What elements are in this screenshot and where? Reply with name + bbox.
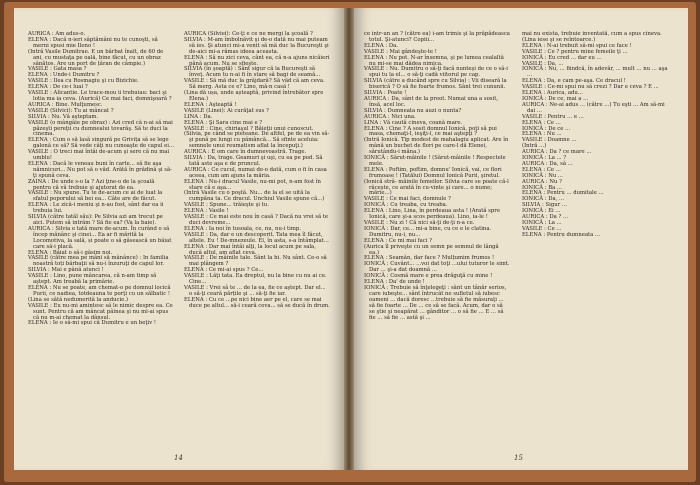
text-paragraph: VASILE : Ce mai faci, domnule ? xyxy=(364,196,451,203)
text-paragraph: ELENA : Unde-i Dumitru ? xyxy=(28,72,100,79)
left-column-2 xyxy=(184,32,330,310)
text-paragraph: IONICĂ : Nu ... xyxy=(522,172,563,179)
text-paragraph: (Lina se sătă nedumerită la anducie.) xyxy=(28,296,129,303)
text-paragraph: VASILE (către mea pe mâni să mânânce) : In familia noastră toți bărbaţii să nu-i înzuruţi de capul lor. xyxy=(28,255,169,268)
text-paragraph: ELENA : Nu-i dracul Vasile, nu-mi pot, n-am fost în stare că e aşa... xyxy=(184,178,321,191)
text-paragraph: ELENA : Pentru ... dumitale ... xyxy=(522,190,604,197)
text-paragraph: SILVIA (către tatăl său): Pe Silvia azi am trecut pe aici. Putem să intrăm ? Să fie ea? (Va la baie). xyxy=(28,214,163,226)
text-paragraph: VASILE : Pentru ... e ... xyxy=(522,113,584,120)
text-paragraph: VASILE : Nu spune. Tu te de-acum ce ai de luat la sfatul poporului să bei ea... Câte are de făcut. xyxy=(28,190,163,203)
right-column-2 xyxy=(522,32,668,239)
text-paragraph: (Intră ...) xyxy=(522,143,547,150)
text-paragraph: VASILE : Mai gândeşte-te ! xyxy=(364,48,437,55)
text-paragraph: ELENA : Poftim, poftim, domnu' Ionică, vai, ce flori frumoase ! (Tatălui) Domnul Ionică Purii, şiretul. xyxy=(364,166,502,179)
text-paragraph: IONICĂ : Sărut-mâinile ! (Sărut-mâinile ! Respectele mele. xyxy=(364,155,506,167)
text-paragraph: (Aurica îl priveşte cu un semn pe semnul de lângă ea.) xyxy=(364,243,499,256)
text-paragraph: IONICĂ : De ce ... xyxy=(522,125,571,132)
page-number-left: 14 xyxy=(174,454,183,462)
text-paragraph: VASILE : Da, dar e un descoperit. Tata mea îl făcut, altele. Eu ! De-mnezeule. El, în asta, s-a întâmplat... xyxy=(184,231,329,244)
text-paragraph: AURICA : E om care în dumnevoastră. Trage. xyxy=(184,149,307,156)
text-paragraph: ce intr-un an ? (către ea) i-am trimis şi la prăpădeasca totul. Şi-atunci? Copiii... xyxy=(364,31,510,43)
text-paragraph: AURICA : Da ? ce mare ... xyxy=(522,149,592,156)
text-paragraph: ELENA : Da' de unde ! xyxy=(364,279,425,286)
text-paragraph: ELENA : Dacă n-ieri sâptămâni nu te cunoşti, să merni spusi mie Ileno ! xyxy=(28,36,158,49)
left-column-1 xyxy=(28,32,174,327)
text-paragraph: ZAINA : De unde s-o la ? Azi ţine-o de la şcoală pentru că vă trebuie şi ajutorat de ea. xyxy=(28,178,155,191)
text-paragraph: (Intră Ionică. Tip modest de mahalagiu aplicat. Are în mână un buchet de flori pe care-l dă Elenei, sărutându-i mâna.) xyxy=(364,137,509,156)
text-paragraph: SILVIA : Sigur ... xyxy=(522,202,567,209)
text-paragraph: IONICĂ : Cosmă mare e prea drăguţă cu mine ! xyxy=(364,273,493,280)
text-paragraph: ELENA : Ie o să-mi spui că Dumitru e un beţiv ! xyxy=(28,320,157,327)
text-paragraph: ELENA : Băiat o să-i găsim noi. xyxy=(28,249,113,256)
text-paragraph: ELENA : Cine ? A sosit domnul Ionică, poţi să pui masa, chemaţi-l, ieşiţi-l, ce mai aştepţi ? xyxy=(364,125,497,138)
text-paragraph: AURICA (Silviei): Ce-ţi e ce ne mergi la şcoală ? xyxy=(184,31,313,37)
text-paragraph: SILVIA (în şoaptă) : Sânt sigur că la Bucureşti să înveţ. Acum tu n-ai fi în stare să bagi de seamă... xyxy=(184,66,321,79)
page-number-right: 15 xyxy=(514,454,523,462)
text-paragraph: ELENA : Ce mi-ai spus ? Ce... xyxy=(184,267,264,274)
text-paragraph: VASILE : Nu. Dumitru o să-ţi facă nunteşi de ce o să-i spui tu la el... o să-ţi cadă viitorul pe cap. xyxy=(364,66,508,79)
text-paragraph: (Ionică strâ- mâinile femeilor. Silvia care se poate că-l răcește, ce arată în cu-vinte şi care... o nume; mărie...) xyxy=(364,178,509,197)
text-paragraph: IONICĂ : Trebuie să înţelegeţi : sânt un tânăr serios, care iubeşte... sânt întrucât ne sufletul să iubesc oameni ... dacă doresc ...trebuie să fie măsuraţi ... să fie foarte ... De ... ce să se facă. Acum, dar o să se ştie şi neapărat ... gânditor ... o să fie ... E ... să fie ... să fie ... astă şi ... xyxy=(364,284,507,321)
text-paragraph: (Lina dă ușa, unde așteaptă, privind întrebător spre Elena.) xyxy=(184,90,324,102)
text-paragraph: VASILE : Nu zi ! Că nici să-ţi de-ţi n-a ce. xyxy=(364,220,475,226)
text-paragraph: VASILE : Vrei sâ te ... de la ea, fie ce aştept. Dar el... o să-ţi ceară părțile şi ... să-ţi fie iar. xyxy=(184,284,326,297)
text-paragraph: SILVIA : Da, trage. Geamuri şi uşi, cu ea pe pod. Să tată aste aşa e de pruncul. xyxy=(184,155,323,167)
text-paragraph: VASILE : Cine, chiriaşul ? Băieţii unui cunoscut. xyxy=(184,125,314,132)
text-paragraph: VASILE : Să mă duc la grăjdară? Să văd că am ceva. Să merg. Asta ce e? Lino, mă-n casă ! xyxy=(184,78,325,91)
text-paragraph: ELENA : N-ai trebuit să-mi spui ce face ! xyxy=(522,42,632,49)
text-paragraph: IONICĂ : La ... ? xyxy=(522,155,567,162)
text-paragraph: AURICA : Bine. Mulţumesc. xyxy=(28,101,103,108)
text-paragraph: AURICA : Ne-ai adus ... (către ...) Tu eşti ... Am să-mi dai ... xyxy=(522,101,665,114)
book-spread xyxy=(4,2,696,482)
text-paragraph: VASILE : Gata masa ? xyxy=(28,66,87,73)
text-paragraph: ELENA : Ce ... xyxy=(522,119,561,126)
text-paragraph: VASILE (o mângâie pe obraz) : Azi cred că n-ai să mai păzeşti pereţii cu dumnealui tovarăş. Să te duci la cinema. xyxy=(28,119,173,138)
text-paragraph: ELENA : Să nu zici ceva, cânt ea, că n-a ajuns nicăieri până acum. Nu se sfieşte. xyxy=(184,54,330,67)
text-paragraph: ELENA : Dar mai întâi alţi, la locul acum pe sala, ducă altul, am aflat ceva. xyxy=(184,243,316,256)
text-paragraph: ELENA : Cum o să lasă singură pe Grivița să se lege galonă ce să? Să vede câţi nu cunoaşte de capul ei... xyxy=(28,137,175,150)
text-paragraph: LINA : Vă caută cineva, coană mare. xyxy=(364,119,463,126)
right-column-1 xyxy=(364,32,510,321)
text-paragraph: IONICĂ : De ce, mai a ... xyxy=(522,95,589,102)
text-paragraph: IONICĂ : Ei ... xyxy=(522,208,561,215)
text-paragraph: ELENA : Da. xyxy=(364,42,398,49)
text-paragraph: ELENA : De ce-i luai ? xyxy=(28,84,88,91)
text-paragraph: ELENA : Lino, Lina, în perdeaua asta ! (Arată spre Ionică, care şi-a scos perdeaua). Lino, ia-le ! xyxy=(364,208,500,221)
text-paragraph: VASILE : Lăţi tata. Ea dreptul, nu la bine cu nu ai ce. Cine... xyxy=(184,273,327,286)
text-paragraph: mai nu exista, trebuie inventată, cum a spus cineva. xyxy=(522,31,662,37)
text-paragraph: VASILE : Da, ... xyxy=(522,60,564,67)
text-paragraph: (Silvia, pe când se pieteane. De altfel, pe de ea vin să-şi pună pe lungi cu pămâncă... Să sfinte aceluia: semnele unui reumatism aflat la începuţi.) xyxy=(184,131,330,150)
text-paragraph: ELENA : Ce mi mai faci ? xyxy=(364,237,432,244)
text-paragraph: ELENA : Pentru dumneata ... xyxy=(522,231,601,238)
text-paragraph: (Intră Vasile cu o poştă. Nu... de la el se uită la cumpăna ta. Ce dracul. Unchiul Vasile spune că...) xyxy=(184,190,325,203)
text-paragraph: ELENA : Dacă le veneau buni în carte... să fie aşa nămnicuri... Nu pot să o văd. Arătă în grădină şi să-ţi spună ceva. xyxy=(28,160,172,179)
text-paragraph: IONICĂ : Nu, ... fiindcă, în adevăr, ... mult ... nu ... aşa ... xyxy=(522,66,668,79)
text-paragraph: VASILE : Doamne ... xyxy=(522,137,577,144)
text-paragraph: ELENA : Vasile ! xyxy=(184,208,229,215)
text-paragraph: IONICĂ : Dar, ce... mi-a bine, cu ce e le clatina. Dumitru, nu-i, nu... xyxy=(364,225,492,238)
text-paragraph: VASILE : Ilea cu Rosmagiu şi cu Bizichie. xyxy=(28,78,139,85)
text-paragraph: ELENA : Nu ... xyxy=(522,131,562,138)
text-paragraph: VASILE : De mâinile tale. Sânt la bi. Nu sânt. Ce-o să mai plângem ? xyxy=(184,255,327,268)
text-paragraph: AURICA : Am adus-o. xyxy=(28,31,86,37)
text-paragraph: ELENA : Ia noi în tusoala, ce, nu, nu-i timp. xyxy=(184,225,301,232)
page-right xyxy=(354,8,688,470)
text-paragraph: VASILE : Lino, pune mâncarea, că n-am timp să aştept. Am treabă la primărie. xyxy=(28,273,157,286)
text-paragraph: (Intră Vasile Dumitrae. E un bărbat înalt, de 60 de ani, cu mustaţa pe oală, bine făcut, cu un obraz sănătos. Are un port de țăran de câmpie.) xyxy=(28,48,164,67)
text-paragraph: VASILE : Alicantie. Le trace-mou ii trebuiau: baci şi lotia ma ia ceva. (Aurică) Ce mai faci, domnişoară ? xyxy=(28,90,172,102)
text-paragraph: SILVIA : Dumneata nu auzi o nunta? xyxy=(364,107,462,114)
text-paragraph: VASILE (Silvici): Tu ai mâncat ? xyxy=(28,107,114,114)
text-paragraph: VASILE : O treci mai întâi de-acum şi sere că nu mai umblu! xyxy=(28,149,170,162)
text-paragraph: VASILE : Ce ... xyxy=(522,225,562,232)
text-paragraph: LINA : Da. xyxy=(184,113,213,120)
text-paragraph: AURICA : Da ? ... xyxy=(522,214,569,221)
text-paragraph: ELENA : Le zică-i meniu şi n-au fost, sânt dar ea ii trebuia lui. xyxy=(28,202,164,215)
text-paragraph: ELENA : Aşteaptă ! xyxy=(184,101,237,108)
text-paragraph: SILVIA (către a ducând spre cu Silvia) : Vii diseară la biserică ? O să fie foarte frumos. Sânt trei cununii. xyxy=(364,78,507,91)
text-paragraph: IONICĂ : Ba ... xyxy=(522,184,562,191)
text-paragraph: ELENA : Seamăn, dar face ? Mulțumim frumos ! xyxy=(364,255,495,262)
text-paragraph: VASILE : Spune... trăieşte şi tu. xyxy=(184,202,269,209)
text-paragraph: IONICĂ : La ... xyxy=(522,220,562,226)
text-paragraph: ELENA : Nu pot. N-ar însemna, şi pe lumea cealaltă nu mi-se mai dădea nimica. xyxy=(364,54,504,67)
text-paragraph: AURICA : Da, să ... xyxy=(522,160,573,167)
text-paragraph: AURICA : Nici una. xyxy=(364,113,416,120)
text-paragraph: ELENA : Da, e cam pe-aşa. Ce dracul ! xyxy=(522,78,626,85)
text-paragraph: ELENA : Cu ce ...pe nici bine aer pe el, care se mai duce pe altul... să-i ceară ceva... să se ducă în drum. xyxy=(184,296,330,309)
text-paragraph: AURICA : Ce cucul, numai de-o dată, cum o fi în casa aceea, cum am ajuns la măria. xyxy=(184,166,327,179)
text-paragraph: VASILE : Eu nu-mi amintesc să le nimic despre ea. Ce sunt. Pentru că am mâncat pâinea şi nu mi-ai spus că nu m-ai chemat la dânsul. xyxy=(28,302,173,321)
text-paragraph: VASILE : Ce mai este nou în casă ? Dacă nu vrei să te duci devreme... xyxy=(184,214,329,226)
text-paragraph: ELENA : Aurica, adu... xyxy=(522,90,583,97)
text-paragraph: ELENA : Ce ... xyxy=(522,166,561,173)
text-paragraph: ELENA : Şi Sara cine mai e ? xyxy=(184,119,263,126)
text-paragraph: SILVIA : Nu. Vă aşteptam. xyxy=(28,113,99,120)
text-paragraph: AURICA : Nu ? xyxy=(522,178,562,185)
book-gutter xyxy=(344,8,354,470)
page-left xyxy=(14,8,344,470)
text-paragraph: SILVIA : M-am îmbolnăvit şi de-o dată nu mai puteam să ies. Şi atunci mi-a venit să mă duc la Bucureşti şi de-aici mi-a rămas ideea aceasta. xyxy=(184,36,329,55)
text-paragraph: SILVIA : Mai e până atunci ! xyxy=(28,267,104,274)
text-paragraph: (Lina iese şi se reîntoarce.) xyxy=(522,36,596,43)
text-paragraph: ELENA : Nu se poate, am chemat-o pe domnul locică Purii, ce nadiea, totdeauna te porţi cu un sălbatic ! xyxy=(28,284,171,297)
text-paragraph: SILVIA : Poate ! xyxy=(364,90,407,97)
text-paragraph: VASILE (Linei): Ai curăţat sus ? xyxy=(184,107,269,114)
text-paragraph: AURICA : Silvia e tată mare de-acum. În curând o să încep mănânc şi cinei... Ea ar fi mărită la Locomotiva, la sală, și poate o să găsească un băiat care să-i placă. xyxy=(28,225,172,250)
text-paragraph: IONICĂ : Da, ... xyxy=(522,196,565,203)
text-paragraph: AURICA : Da, sânt de la preot. Numai una a sosit, însă, acel loc. xyxy=(364,95,499,108)
text-paragraph: IONICĂ : Cuvânt... ...voi dat toţi ...ului tuturor le simt. Dar ... şi-a dat doamnă ... xyxy=(364,261,510,274)
text-paragraph: IONICĂ : Eu cred ... dar eu ... xyxy=(522,54,602,61)
text-paragraph: IONICĂ : Cu treaba, cu treaba. xyxy=(364,202,448,209)
text-paragraph: VASILE : Ce ? pentru mine femeile ţi ... xyxy=(522,48,628,55)
text-paragraph: VASILE : Ce-mi spui nu să crezi ? Dar e ceva ? E ... xyxy=(522,84,659,91)
